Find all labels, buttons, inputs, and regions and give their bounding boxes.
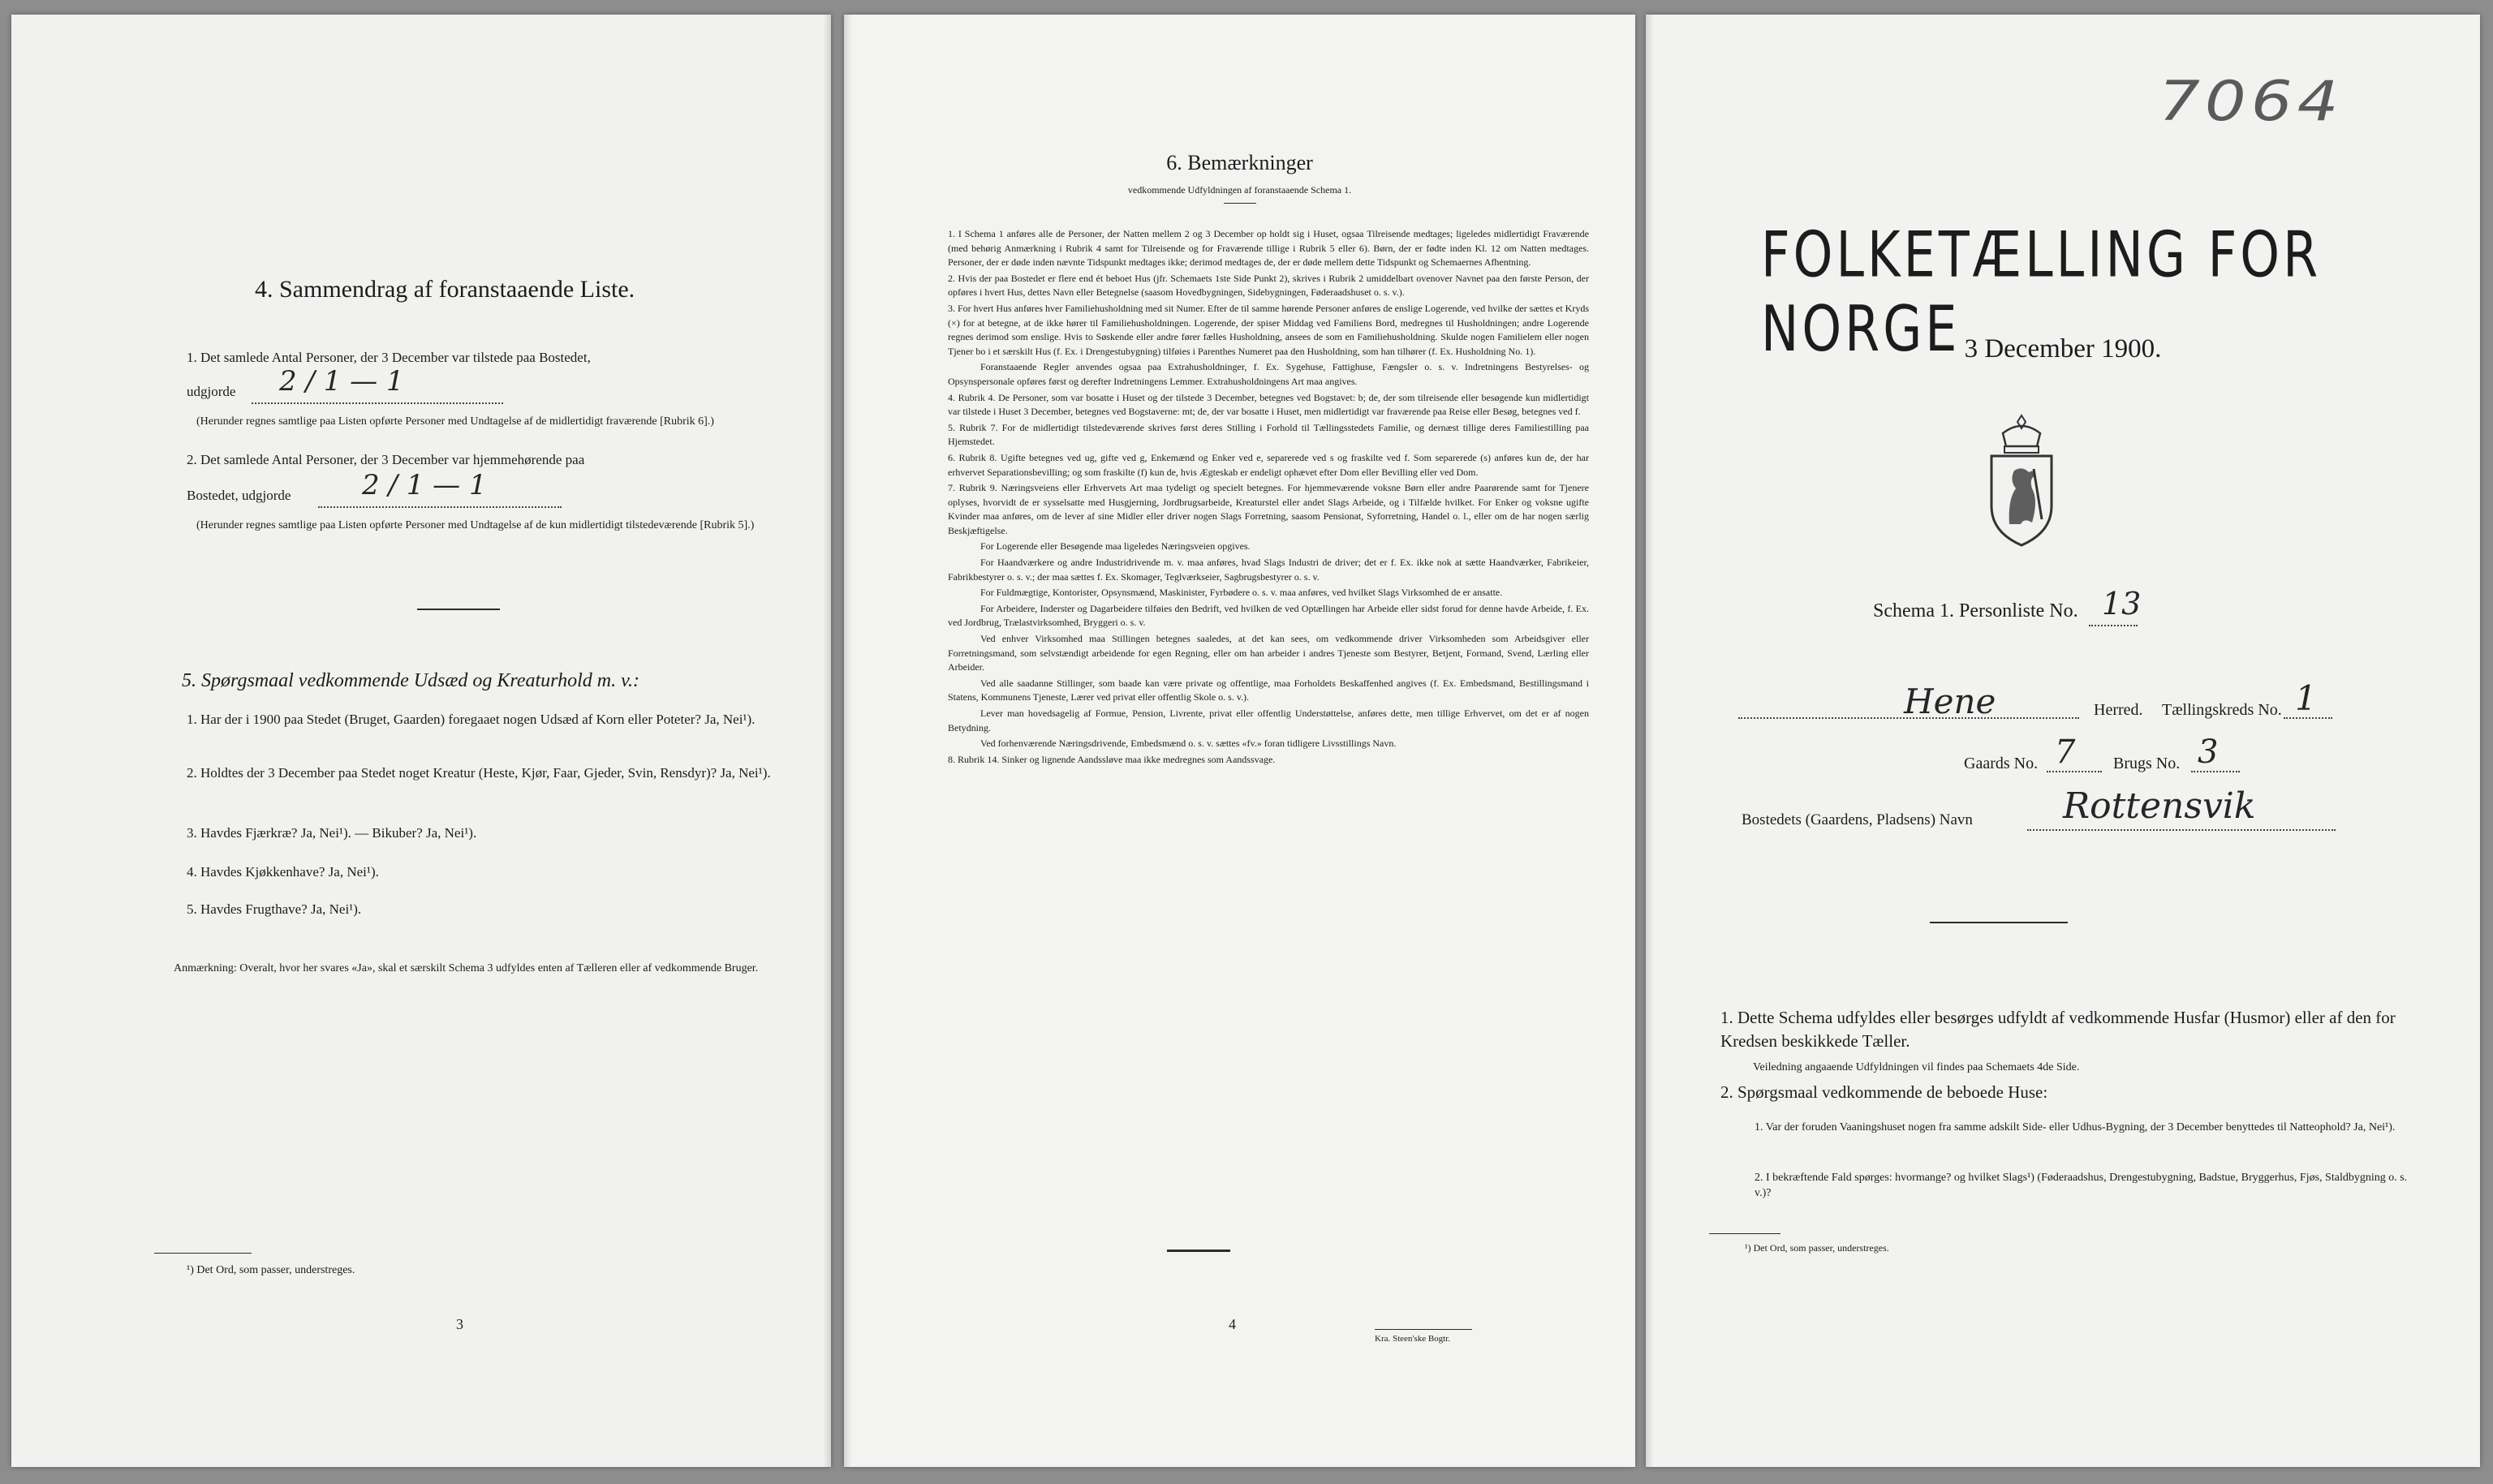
question-3: 3. Havdes Fjærkræ? Ja, Nei¹). — Bikuber? Ja, Nei¹).: [187, 825, 477, 841]
footnote-rule: [1709, 1233, 1780, 1234]
divider: [1224, 203, 1256, 204]
remark-item: Ved enhver Virksomhed maa Stillingen betegnes saaledes, at det kan sees, om vedkommende driver Virksomheden som Arbeidsgiver eller Forretningsmand, som selvstændigt arbeidende for egen Regning, eller om han arbeider i andres Tjeneste som Bestyrer, Betjent, Formand, Svend, Lærling eller Arbeider.: [948, 633, 1589, 673]
page-fold-shadow: [823, 15, 831, 1467]
kreds-label: Tællingskreds No.: [2162, 701, 2282, 719]
remark-item: 3. For hvert Hus anføres hver Familiehusholdning med sit Numer. Efter de til samme hørende Personer anføres de enslige Logerende, ved hvilke der sættes et Kryds (×) for at betegne, at de ikke hører til Familiehusholdningen. Logerende, der spiser Middag ved Familiens Bord, medregnes til Husholdningen; andre Logerende regnes derimod som enslige. Hvis to Søskende eller andre fører fælles Husholdning, ansees de som en Familiehusholdning. Skulde nogen Familielem eller nogen Tjener bo i et særskilt Hus (f. Ex. i Drengestubygning) tilføies i Parenthes Numeret paa den Husholdning, som han tilhører (f. Ex. Husholdning No. 1).: [948, 302, 1589, 357]
footnote-rule: [154, 1253, 252, 1254]
summary-item-2-note: (Herunder regnes samtlige paa Listen opførte Personer med Undtagelse af de kun midlertidigt tilstedeværende [Rubrik 5].): [196, 519, 755, 531]
instruction-1: 1. Dette Schema udfyldes eller besørges udfyldt af vedkommende Husfar (Husmor) eller af den for Kredsen beskikkede Tæller.: [1720, 1008, 2396, 1051]
section5-title: 5. Spørgsmaal vedkommende Udsæd og Kreaturhold m. v.:: [182, 670, 639, 691]
summary-item-1-udgjorde: udgjorde: [187, 384, 236, 399]
bosted-value: Rottensvik: [2063, 785, 2256, 827]
remark-item: 8. Rubrik 14. Sinker og lignende Aandssløve maa ikke medregnes som Aandssvage.: [948, 753, 1276, 765]
question-1: 1. Har der i 1900 paa Stedet (Bruget, Gaarden) foregaaet nogen Udsæd af Korn eller Poteter? Ja, Nei¹).: [187, 712, 756, 727]
kreds-line: [2284, 717, 2332, 719]
remark-item: 1. I Schema 1 anføres alle de Personer, der Natten mellem 2 og 3 December op holdt sig i Huset, ogsaa Tilreisende medtages; ligeledes midlertidigt Fraværende (med behørig Anmærkning i Rubrik 4 samt for Tilreisende og for Fraværende tillige i Rubrik 5 eller 6). Børn, der er fødte inden Kl. 12 om Natten medtages. Personer, der er døde inden nævnte Tidspunkt medtages ikke; derimod medtages de, der er døde mellem dette Tidspunkt og Schemaernes Afhentning.: [948, 228, 1589, 269]
remarks-title: 6. Bemærkninger: [1166, 151, 1313, 174]
divider: [1930, 922, 2068, 923]
brugs-value: 3: [2198, 733, 2219, 771]
page-fold-shadow: [844, 15, 852, 1467]
brugs-line: [2191, 771, 2240, 772]
remark-item: 2. Hvis der paa Bostedet er flere end ét beboet Hus (jfr. Schemaets 1ste Side Punkt 2), skrives i Rubrik 2 umiddelbart ovenover Navnet paa den første Person, der opføres i hvert Hus, dettes Navn eller Betegnelse (saasom Hovedbygningen, Sidebygningen, Føderaadshuset o. s. v.).: [948, 272, 1589, 299]
remark-item: 6. Rubrik 8. Ugifte betegnes ved ug, gifte ved g, Enkemænd og Enker ved e, separerede ved s og fraskilte ved f. Som separerede (s) anføres kun de, der har erhvervet Separationsbevilling; og som fraskilte (f) kun de, hvis Ægteskab er endeligt ophævet efter Dom eller Bevilling eller ved Dom.: [948, 451, 1589, 478]
page-left: [11, 15, 831, 1467]
archive-number: 7064: [2159, 68, 2344, 134]
anmerkning: Anmærkning: Overalt, hvor her svares «Ja», skal et særskilt Schema 3 udfyldes enten af Tælleren eller af vedkommende Bruger.: [174, 962, 759, 974]
bosted-label: Bostedets (Gaardens, Pladsens) Navn: [1742, 811, 1973, 828]
gaards-line: [2047, 771, 2102, 772]
remark-item: 7. Rubrik 9. Næringsveiens eller Erhvervets Art maa tydeligt og specielt betegnes. For hjemmeværende voksne Børn eller andre Paarørende samt for Tjenere oplyses, hvorvidt de er sysselsatte med Husgjerning, Jordbrugsarbeide, Kreaturstel eller andet Slags Arbeide, og i Tilfælde hvilket. For Enker og voksne ugifte Kvinder maa anføres, om de lever af sine Midler eller driver nogen Slags Forretning, saasom Pensionat, Syforretning, Handel o. l., eller om de har nogen særlig Beskjæftigelse.: [948, 482, 1589, 536]
coat-of-arms-icon: [1985, 411, 2058, 550]
summary-item-2: 2. Det samlede Antal Personer, der 3 December var hjemmehørende paa: [187, 452, 585, 467]
summary-item-1-note: (Herunder regnes samtlige paa Listen opførte Personer med Undtagelse af de midlertidigt fraværende [Rubrik 6].): [196, 415, 714, 428]
divider: [417, 609, 500, 610]
instruction-2: 2. Spørgsmaal vedkommende de beboede Huse:: [1720, 1082, 2048, 1102]
remark-item: For Arbeidere, Inderster og Dagarbeidere tilføies den Bedrift, ved hvilken de ved Optællingen har Arbeide eller sidst forud for denne havde Arbeide, f. Ex. ved Jordbrug, Trælastvirksomhed, Bryggeri o. s. v.: [948, 602, 1589, 629]
summary-item-2-bostedet: Bostedet, udgjorde: [187, 488, 291, 503]
page-middle: [844, 15, 1635, 1467]
personliste-line: [2089, 625, 2138, 626]
instruction-2-q2: 2. I bekræftende Fald spørges: hvormange? og hvilket Slags¹) (Føderaadshus, Drengestubygning, Badstue, Bryggerhus, Fjøs, Staldbygning o. s. v.)?: [1755, 1172, 2408, 1199]
summary-item-1-value: 2 / 1 — 1: [279, 365, 404, 398]
remark-item: For Haandværkere og andre Industridrivende m. v. maa anføres, hvad Slags Industri de driver; det er f. Ex. ikke nok at sætte Haandværker, Fabrikeier, Fabrikbestyrer o. s. v.; der maa sættes f. Ex. Skomager, Teglværkseier, Sagbrugsbestyrer o. s. v.: [948, 557, 1589, 583]
section4-title: 4. Sammendrag af foranstaaende Liste.: [255, 276, 635, 303]
kreds-value: 1: [2295, 678, 2317, 718]
summary-item-1-line: [252, 402, 503, 404]
divider: [1167, 1250, 1230, 1252]
brugs-label: Brugs No.: [2113, 755, 2181, 772]
question-4: 4. Havdes Kjøkkenhave? Ja, Nei¹).: [187, 864, 379, 880]
page-right: [1646, 15, 2480, 1467]
remarks-subtitle: vedkommende Udfyldningen af foranstaaende Schema 1.: [1127, 184, 1352, 196]
page-number: 4: [1229, 1316, 1236, 1332]
instruction-1-sub: Veiledning angaaende Udfyldningen vil findes paa Schemaets 4de Side.: [1753, 1061, 2080, 1073]
remarks-list: [948, 227, 1589, 768]
page-fold-shadow: [1646, 15, 1654, 1467]
herred-label: Herred.: [2094, 701, 2143, 719]
main-title: FOLKETÆLLING FOR NORGE: [1761, 217, 2322, 366]
remark-item: Ved alle saadanne Stillinger, som baade kan være private og offentlige, maa Forholdets Beskaffenhed angives (f. Ex. Embedsmand, Bestillingsmand i Statens, Kommunens Tjeneste, Lærer ved privat eller offentlig Skole o. s. v.).: [948, 677, 1589, 703]
summary-item-2-line: [318, 506, 562, 508]
question-2: 2. Holdtes der 3 December paa Stedet noget Kreatur (Heste, Kjør, Faar, Gjeder, Svin, Rensdyr)? Ja, Nei¹).: [187, 765, 771, 781]
schema-label: Schema 1. Personliste No.: [1873, 600, 2078, 622]
footnote: ¹) Det Ord, som passer, understreges.: [1745, 1242, 1889, 1254]
summary-item-2-value: 2 / 1 — 1: [362, 469, 487, 501]
bosted-line: [2027, 829, 2336, 831]
question-5: 5. Havdes Frugthave? Ja, Nei¹).: [187, 901, 362, 917]
census-date: 3 December 1900.: [1964, 334, 2162, 363]
remark-item: Ved forhenværende Næringsdrivende, Embedsmænd o. s. v. sættes «fv.» foran tidligere Livsstillings Navn.: [980, 738, 1397, 750]
personliste-number: 13: [2102, 586, 2142, 622]
gaards-label: Gaards No.: [1964, 755, 2039, 772]
printer-name: Kra. Steen'ske Bogtr.: [1375, 1334, 1451, 1344]
instruction-2-q1: 1. Var der foruden Vaaningshuset nogen fra samme adskilt Side- eller Udhus-Bygning, der 3 December benyttedes til Natteophold? Ja, Nei¹).: [1755, 1121, 2396, 1133]
page-number: 3: [456, 1316, 463, 1332]
footnote: ¹) Det Ord, som passer, understreges.: [187, 1264, 355, 1276]
remark-item: 5. Rubrik 7. For de midlertidigt tilstedeværende skrives først deres Stilling i Forhold til Tællingsstedets Familie, og dernæst tillige deres Familiestilling paa Hjemstedet.: [948, 421, 1589, 448]
remark-item: Lever man hovedsagelig af Formue, Pension, Livrente, privat eller offentlig Understøttelse, anføres dette, men tillige Erhvervet, om det er af nogen Betydning.: [948, 708, 1589, 733]
remark-item: Foranstaaende Regler anvendes ogsaa paa Extrahusholdninger, f. Ex. Sygehuse, Fattighuse, Fængsler o. s. v. Indretningens Bestyrelses- og Opsynspersonale opføres først og derefter Indretningens Lemmer. Extrahusholdningens Art maa angives.: [948, 361, 1589, 387]
remark-item: For Logerende eller Besøgende maa ligeledes Næringsveien opgives.: [980, 540, 1251, 553]
summary-item-1: 1. Det samlede Antal Personer, der 3 December var tilstede paa Bostedet,: [187, 350, 591, 365]
remark-item: 4. Rubrik 4. De Personer, som var bosatte i Huset og der tilstede 3 December, betegnes ved Bogstavet: b; de, der som tilreisende eller besøgende kun midlertidigt var tilstede i Huset 3 December, betegnes ved Bogstaverne: mt; de, der var bosatte i Huset, men midlertidigt var fraværende paa Reise eller Besøg, betegnes ved f.: [948, 391, 1589, 418]
printer-rule: [1375, 1329, 1472, 1330]
gaards-value: 7: [2055, 733, 2076, 771]
remark-item: For Fuldmægtige, Kontorister, Opsynsmænd, Maskinister, Fyrbødere o. s. v. maa anføres, ved hvilket Slags Virksomhed de er ansatte.: [980, 587, 1503, 599]
herred-value: Hene: [1904, 682, 1996, 721]
